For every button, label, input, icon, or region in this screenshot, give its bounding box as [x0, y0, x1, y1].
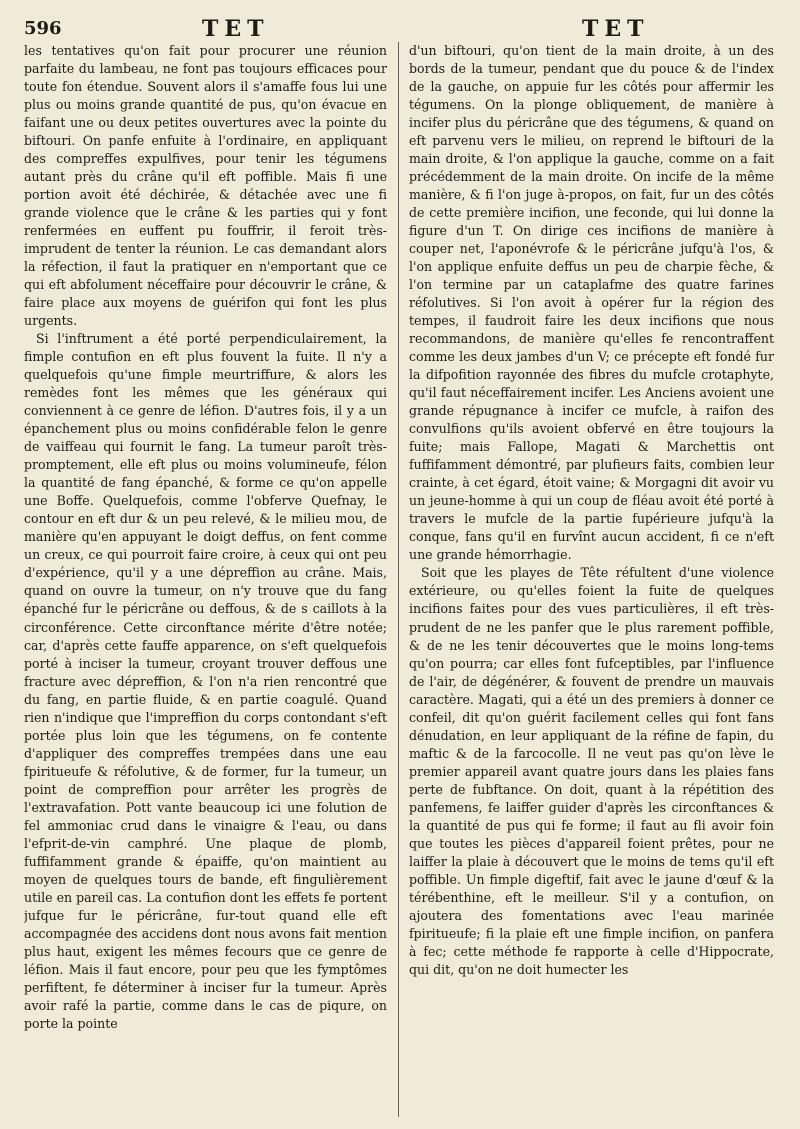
paragraph: Soit que les playes de Tête réfultent d'une violence extérieure, ou qu'elles foient la fuite de quelques incifions faites pour des vues particulières, il eft très-prudent de ne les panfer que le plus rarement poffible, & de ne les tenir découvertes que le moins long-tems qu'on pourra; car elles font fufceptibles, par l'influence de l'air, de dégénérer, & fouvent de prendre un mauvais caractère. Magati, qui a été un des premiers à donner ce confeil, dit qu'on guérit facilement celles qui font fans dénudation, en leur appliquant de la réfine de fapin, du maftic & de la farcocolle. Il ne veut pas qu'on lève le premier appareil avant quatre jours dans les plaies fans perte de fubftance. On doit, quant à la répétition des panfemens, fe laiffer guider d'après les circonftances & la quantité de pus qui fe forme; il faut au fli avoir foin que toutes les pièces d'appareil foient prêtes, pour ne laiffer la plaie à découvert que le moins de tems qu'il eft poffible. Un fimple digeftif, fait avec le jaune d'œuf & la térébenthine, eft le meilleur. S'il y a contufion, on ajoutera des fomentations avec l'eau marinée fpiritueufe; fi la plaie eft une fimple incifion, on panfera à fec; cette méthode fe rapporte à celle d'Hippocrate, qui dit, qu'on ne doit humecter les: [409, 565, 774, 977]
paragraph: les tentatives qu'on fait pour procurer une réunion parfaite du lambeau, ne font pas toujours efficaces pour toute fon étendue. Souvent alors il s'amaffe fous lui une plus ou moins grande quantité de pus, qu'on évacue en faifant une ou deux petites ouvertures avec la pointe du biftouri. On panfe enfuite à l'ordinaire, en appliquant des compreffes expulfives, pour tenir les tégumens autant près du crâne qu'il eft poffible. Mais fi une portion avoit été déchirée, & détachée avec une fi grande violence que le crâne & les parties qui y font renfermées en euffent pu fouffrir, il feroit très-imprudent de tenter la réunion. Le cas demandant alors la réfection, il faut la pratiquer en n'emportant que ce qui eft abfolument néceffaire pour découvrir le crâne, & faire place aux moyens de guérifon qui font les plus urgents.: [24, 43, 387, 329]
page-header: [22, 14, 778, 42]
left-column: [24, 42, 387, 1117]
page-number: 596: [24, 18, 62, 39]
running-head-left: TET: [202, 16, 270, 42]
paragraph: Si l'inftrument a été porté perpendiculairement, la fimple contufion en eft plus fouvent la fuite. Il n'y a quelquefois qu'une fimple meurtriffure, & alors les remèdes font les mêmes que les généraux qui conviennent à ce genre de léfion. D'autres fois, il y a un épanchement plus ou moins confidérable felon le genre de vaiffeau qui fournit le fang. La tumeur paroît très-promptement, elle eft plus ou moins volumineufe, félon la quantité de fang épanché, & forme ce qu'on appelle une Boffe. Quelquefois, comme l'obferve Quefnay, le contour en eft dur & un peu relevé, & le milieu mou, de manière qu'en appuyant le doigt deffus, on fent comme un creux, ce qui pourroit faire croire, à ceux qui ont peu d'expérience, qu'il y a une dépreffion au crâne. Mais, quand on ouvre la tumeur, on n'y trouve que du fang épanché fur le péricrâne ou deffous, & de s caillots à la circonférence. Cette circonftance mérite d'être notée; car, d'après cette fauffe apparence, on s'eft quelquefois porté à inciser la tumeur, croyant trouver deffous une fracture avec dépreffion, & l'on n'a rien rencontré que du fang, en partie fluide, & en partie coagulé. Quand rien n'indique que l'impreffion du corps contondant s'eft portée plus loin que les tégumens, on fe contente d'appliquer des compreffes trempées dans une eau fpiritueufe & réfolutive, & de former, fur la tumeur, un point de compreffion pour arrêter les progrès de l'extravafation. Pott vante beaucoup ici une folution de fel ammoniac crud dans le vinaigre & l'eau, ou dans l'efprit-de-vin camphré. Une plaque de plomb, fuffifamment grande & épaiffe, qu'on maintient au moyen de quelques tours de bande, eft fingulièrement utile en pareil cas. La contufion dont les effets fe portent jufque fur le péricrâne, fur-tout quand elle eft accompagnée des accidens dont nous avons fait mention plus haut, exigent les mêmes fecours que ce genre de léfion. Mais il faut encore, pour peu que les fymptômes perfiftent, fe déterminer à inciser fur la tumeur. Après avoir rafé la partie, comme dans le cas de piqure, on porte la pointe: [24, 331, 387, 1031]
right-column: [409, 42, 774, 1117]
column-divider: [398, 42, 399, 1117]
running-head-right: TET: [582, 16, 650, 42]
text-columns: [22, 42, 778, 1117]
paragraph: d'un biftouri, qu'on tient de la main droite, à un des bords de la tumeur, pendant que du pouce & de l'index de la gauche, on appuie fur les côtés pour affermir les tégumens. On la plonge obliquement, de manière à incifer plus du péricrâne que des tégumens, & quand on eft parvenu vers le milieu, on reprend le biftouri de la main droite, & l'on applique la gauche, comme on a fait précédemment de la main droite. On incife de la même manière, & fi l'on juge à-propos, on fait, fur un des côtés de cette première incifion, une feconde, qui lui donne la figure d'un T. On dirige ces incifions de manière à couper net, l'aponévrofe & le péricrâne jufqu'à l'os, & l'on applique enfuite deffus un peu de charpie fèche, & l'on termine par un cataplafme des quatre farines réfolutives. Si l'on avoit à opérer fur la région des tempes, il faudroit faire les deux incifions que nous recommandons, de manière qu'elles fe rencontraffent comme les deux jambes d'un V; ce précepte eft fondé fur la difpofition rayonnée des fibres du mufcle crotaphyte, qu'il faut néceffairement incifer. Les Anciens avoient une grande répugnance à incifer ce mufcle, à raifon des convulfions qu'ils avoient obfervé en être toujours la fuite; mais Fallope, Magati & Marchettis ont fuffifamment démontré, par plufieurs faits, combien leur crainte, à cet égard, étoit vaine; & Morgagni dit avoir vu un jeune-homme à qui un coup de fléau avoit été porté à travers le mufcle de la partie fupérieure jufqu'à la conque, fans qu'il en furvînt aucun accident, fi ce n'eft une grande hémorrhagie.: [409, 43, 774, 563]
